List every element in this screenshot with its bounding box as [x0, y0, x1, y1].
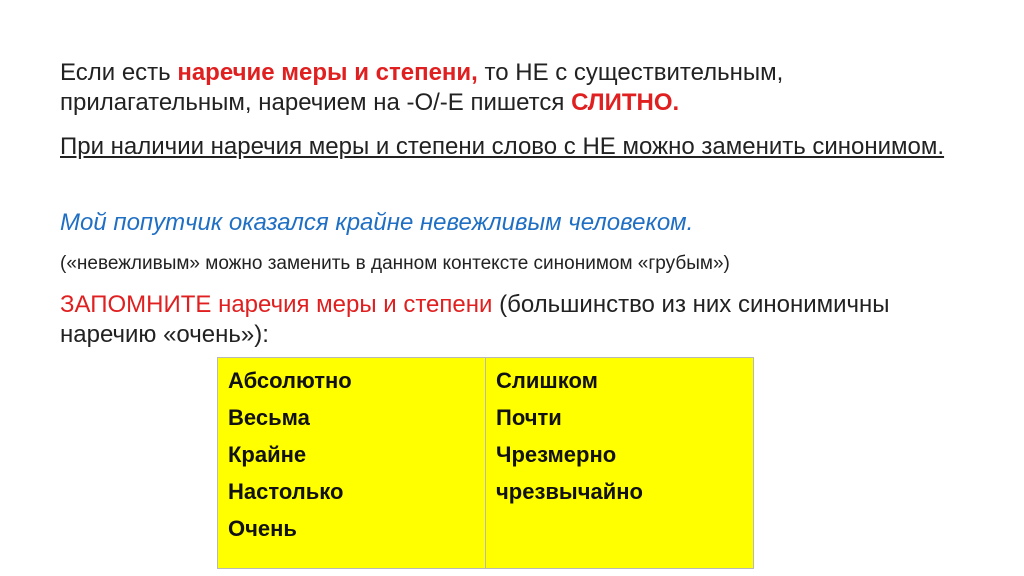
rule-emphasis: СЛИТНО.: [571, 89, 680, 116]
adverb-item: Слишком: [496, 368, 598, 393]
adverbs-table: [217, 357, 754, 569]
adverb-item: Весьма: [228, 405, 310, 430]
adverbs-right-column: [486, 358, 754, 569]
adverb-item: Почти: [496, 405, 562, 430]
remember-rest: (большинство из них синонимичны наречию «очень»):: [60, 291, 890, 348]
rule-part2: то НЕ с существительным, прилагательным, наречием на -О/-Е пишется: [60, 59, 784, 116]
adverb-item: Абсолютно: [228, 368, 352, 393]
remember-label: ЗАПОМНИТЕ: [60, 291, 212, 318]
rule-paragraph: [60, 58, 960, 118]
rule-part1: Если есть: [60, 59, 178, 86]
synonym-note: При наличии наречия меры и степени слово с НЕ можно заменить синонимом.: [60, 133, 945, 160]
adverb-item: Крайне: [228, 442, 307, 467]
adverb-item: Очень: [228, 516, 297, 541]
example-note: («невежливым» можно заменить в данном контексте синонимом «грубым»): [60, 253, 730, 274]
example-sentence: Мой попутчик оказался крайне невежливым человеком.: [60, 209, 694, 236]
rule-highlight: наречие меры и степени,: [177, 59, 478, 86]
adverb-item: Настолько: [228, 479, 344, 504]
adverb-item: Чрезмерно: [496, 442, 617, 467]
adverb-item: чрезвычайно: [496, 479, 643, 504]
remember-paragraph: [60, 290, 960, 350]
adverbs-left-column: [218, 358, 486, 569]
remember-highlight: наречия меры и степени: [211, 291, 493, 318]
